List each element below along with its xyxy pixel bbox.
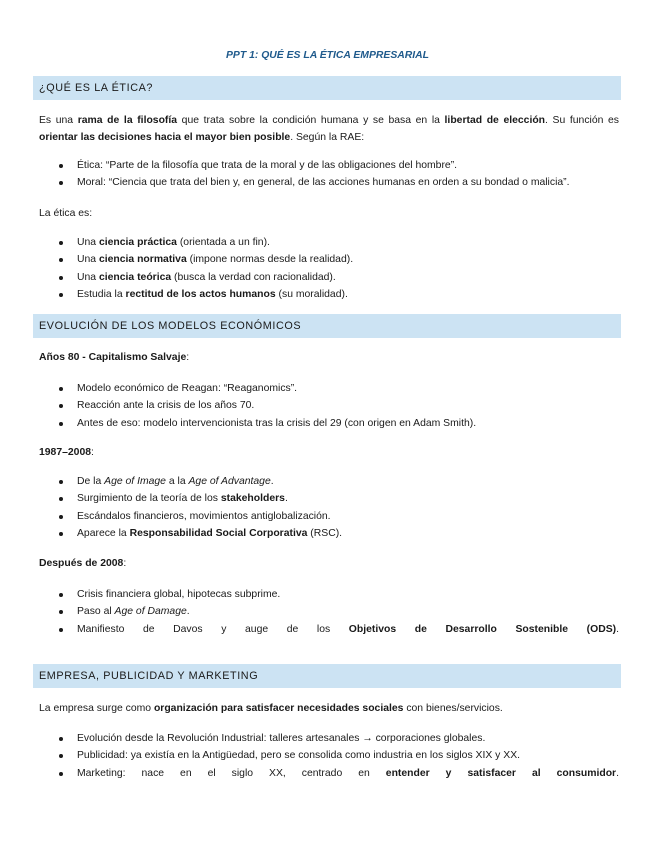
list-item: Una ciencia teórica (busca la verdad con racionalidad). [39,269,619,286]
list-item: Surgimiento de la teoría de los stakeholders. [39,490,619,507]
period-post-2008-list [39,586,619,638]
bullet-icon [59,293,63,297]
list-item: Una ciencia normativa (impone normas desde la realidad). [39,251,619,268]
period-heading-1987-2008: 1987–2008: [39,447,94,458]
intro-paragraph-line2: orientar las decisiones hacia el mayor bien posible. Según la RAE: [39,132,365,143]
bullet-icon [59,515,63,519]
bullet-icon [59,422,63,426]
bullet-icon [59,772,63,776]
bullet-icon [59,754,63,758]
period-heading-post-2008: Después de 2008: [39,558,127,569]
list-item: Una ciencia práctica (orientada a un fin). [39,234,619,251]
bullet-icon [59,480,63,484]
bullet-icon [59,628,63,632]
list-item: Antes de eso: modelo intervencionista tras la crisis del 29 (con origen en Adam Smith). [39,415,619,432]
bullet-icon [59,737,63,741]
list-item: Aparece la Responsabilidad Social Corporativa (RSC). [39,525,619,542]
bullet-icon [59,532,63,536]
list-item: Paso al Age of Damage. [39,603,619,620]
bullet-icon [59,610,63,614]
list-item: Marketing: nace en el siglo XX, centrado en entender y satisfacer al consumidor. [39,765,619,782]
bullet-icon [59,497,63,501]
ethics-lead: La ética es: [39,208,93,219]
list-item: Estudia la rectitud de los actos humanos (su moralidad). [39,286,619,303]
empresa-intro: La empresa surge como organización para satisfacer necesidades sociales con bienes/servicios. [39,703,503,714]
bullet-icon [59,181,63,185]
document-title: PPT 1: QUÉ ES LA ÉTICA EMPRESARIAL [225,50,430,61]
list-item: Escándalos financieros, movimientos antiglobalización. [39,508,619,525]
bullet-icon [59,276,63,280]
period-1987-2008-list [39,473,619,543]
rae-definitions-list [39,157,619,192]
section-heading-que-es-la-etica: ¿QUÉ ES LA ÉTICA? [33,76,621,100]
list-item: Moral: “Ciencia que trata del bien y, en general, de las acciones humanas en orden a su bondad o malicia”. [39,174,619,191]
section-heading-empresa: EMPRESA, PUBLICIDAD Y MARKETING [33,664,621,688]
bullet-icon [59,241,63,245]
intro-paragraph: Es una rama de la filosofía que trata sobre la condición humana y se basa en la libertad de elección. Su función es [39,115,619,126]
list-item: Ética: “Parte de la filosofía que trata de la moral y de las obligaciones del hombre”. [39,157,619,174]
empresa-list [39,730,619,782]
list-item: Publicidad: ya existía en la Antigüedad, pero se consolida como industria en los siglos XIX y XX. [39,747,619,764]
list-item: Modelo económico de Reagan: “Reaganomics”. [39,380,619,397]
bullet-icon [59,258,63,262]
list-item: Crisis financiera global, hipotecas subprime. [39,586,619,603]
list-item: Evolución desde la Revolución Industrial: talleres artesanales → corporaciones globales. [39,730,619,747]
section-heading-evolucion: EVOLUCIÓN DE LOS MODELOS ECONÓMICOS [33,314,621,338]
period-heading-80s: Años 80 - Capitalismo Salvaje: [39,352,190,363]
bullet-icon [59,387,63,391]
list-item: De la Age of Image a la Age of Advantage. [39,473,619,490]
bullet-icon [59,164,63,168]
ethics-traits-list [39,234,619,304]
bullet-icon [59,404,63,408]
list-item: Manifiesto de Davos y auge de los Objetivos de Desarrollo Sostenible (ODS). [39,621,619,638]
period-80s-list [39,380,619,432]
bullet-icon [59,593,63,597]
list-item: Reacción ante la crisis de los años 70. [39,397,619,414]
